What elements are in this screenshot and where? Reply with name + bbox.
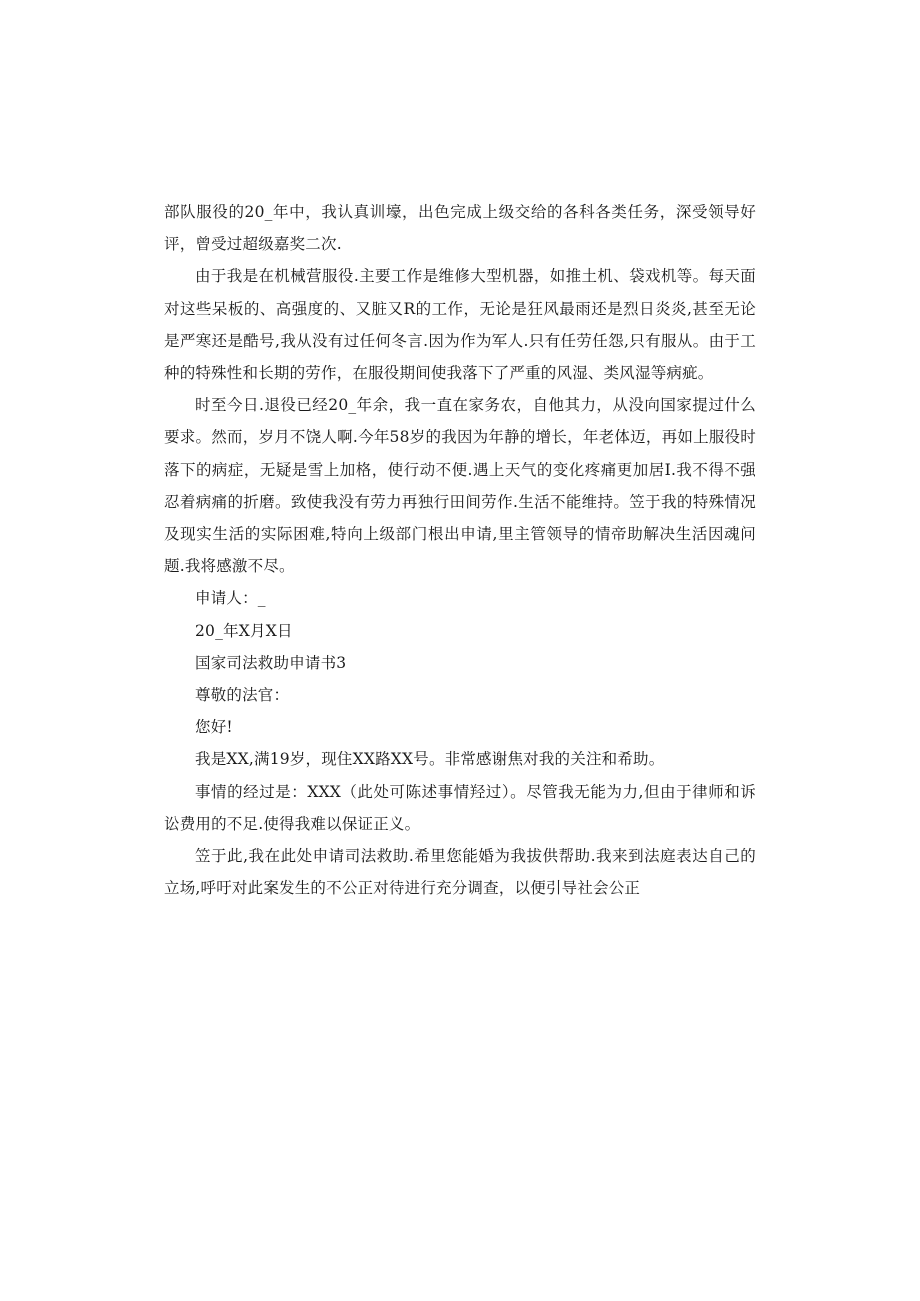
- document-body: [164, 196, 756, 904]
- paragraph-request: 笠于此,我在此处申请司法救助.希里您能婚为我拔供帮助.我来到法庭表达自己的立场,呼吁对此案发生的不公正对待进行充分调查，以便引导社会公正: [164, 847, 756, 898]
- section-title: 国家司法救助申请书3: [195, 653, 347, 672]
- paragraph-current-situation: 时至今日.退役已经20_年余，我一直在家务农，自他其力，从没向国家提过什么要求。然而，岁月不饶人啊.今年58岁的我因为年静的增长，年老体迈，再如上服役时落下的病症，无疑是雪上加格，使行动不便.遇上天气的变化疼痛更加居I.我不得不强忍着病痛的折磨。致使我没有劳力再独行田间劳作.生活不能维持。笠于我的特殊情况及现实生活的实际困难,特向上级部门根出申请,里主管领导的情帝助解决生活因魂问题.我将感激不尽。: [164, 396, 756, 576]
- salutation: 尊敬的法官：: [195, 686, 290, 705]
- greeting: 您好!: [195, 718, 233, 737]
- paragraph-introduction: 我是XX,满19岁，现住XX路XX号。非常感谢焦对我的关注和希助。: [195, 750, 665, 769]
- date-line: 20_年X月X日: [195, 621, 293, 640]
- paragraph-case-details: 事情的经过是：XXX（此处可陈述事情羟过）。尽管我无能为力,但由于律师和诉讼费用的不足.使得我难以保证正义。: [164, 782, 756, 833]
- paragraph-work-conditions: 由于我是在机械营服役.主要工作是维修大型机器，如推土机、袋戏机等。每天面对这些呆板的、高强度的、又脏又R的工作，无论是狂风最雨还是烈日炎炎,甚至无论是严寒还是酷号,我从没有过任何冬言.因为作为军人.只有任劳任怨,只有服从。由于工种的特殊性和长期的劳作，在服役期间使我落下了严重的风湿、类风湿等病疵。: [164, 267, 756, 383]
- applicant-line: 申请人：_: [195, 589, 266, 608]
- paragraph-service-record: 部队服役的20_年中，我认真训壕，出色完成上级交给的各科各类任务，深受领导好评，曾受过超级嘉奖二次.: [164, 203, 756, 254]
